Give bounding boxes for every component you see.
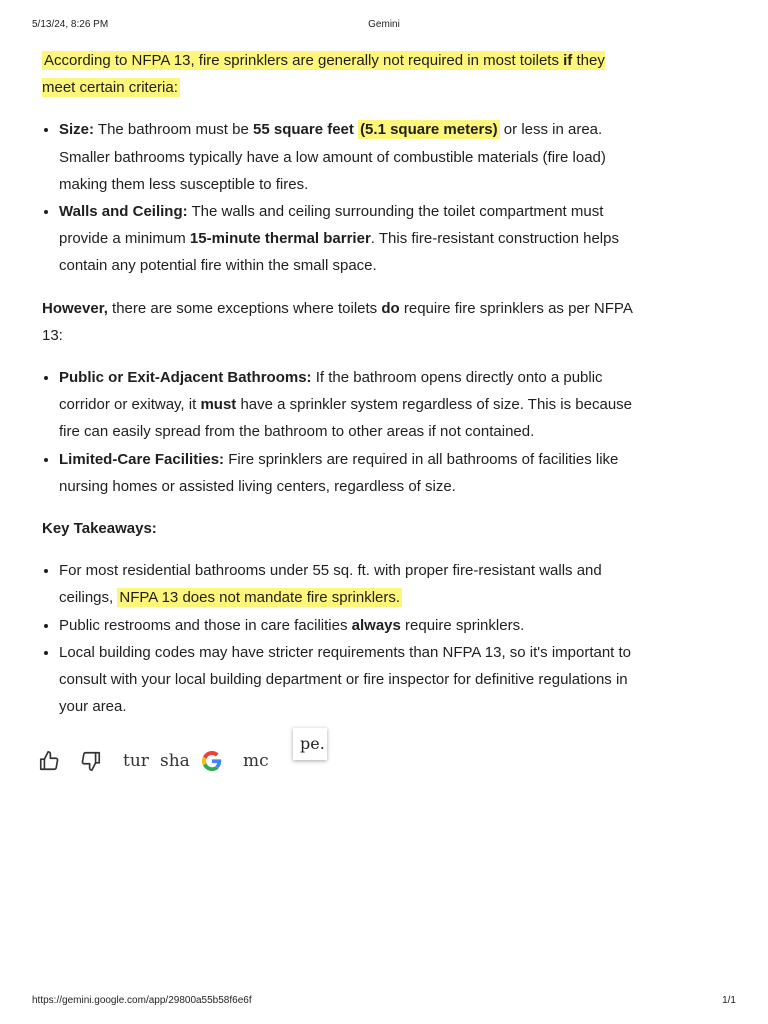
exceptions-paragraph: However, there are some exceptions where toilets do require fire sprinklers as per NFPA 13: [42,299,632,344]
highlight-takeaway: NFPA 13 does not mandate fire sprinklers. [119,589,401,607]
intro-highlight: According to NFPA 13, fire sprinklers are generally not required in most toilets if they meet certain criteria: [42,52,605,97]
thumbs-down-icon [80,750,102,772]
thumbs-down-button[interactable] [80,747,102,775]
print-url: https://gemini.google.com/app/29800a55b58f6e6f [32,995,252,1006]
takeaways-list [42,557,632,720]
takeaways-heading: Key Takeaways: [42,520,157,538]
share-button[interactable]: sha [160,751,190,771]
google-check-button[interactable] [202,747,222,775]
list-item: • For most residential bathrooms under 55 sq. ft. with proper fire-resistant walls and ceilings, NFPA 13 does not mandate fire sprinklers. [59,557,632,611]
print-header [32,19,736,31]
print-datetime: 5/13/24, 8:26 PM [32,19,109,30]
criteria-label: Walls and Ceiling: [59,203,188,221]
tune-button[interactable]: tur [123,751,149,771]
list-item: • Limited-Care Facilities: Fire sprinklers are required in all bathrooms of facilities like nursing homes or assisted living centers, regardless of size. [59,446,632,500]
list-item: • Public or Exit-Adjacent Bathrooms: If the bathroom opens directly onto a public corridor or exitway, it must have a sprinkler system regardless of size. This is because fire can easily spread from the bathroom to other areas if not contained. [59,364,632,446]
google-g-icon [202,751,222,771]
list-item: • Local building codes may have stricter requirements than NFPA 13, so it's important to consult with your local building department or fire inspector for definitive regulations in your area. [59,639,632,721]
list-item: • Size: The bathroom must be 55 square feet (5.1 square meters) or less in area. Smaller bathrooms typically have a low amount of combustible materials (fire load) making them less susceptible to fires. [59,116,632,198]
list-item: • Walls and Ceiling: The walls and ceiling surrounding the toilet compartment must provide a minimum 15-minute thermal barrier. This fire-resistant construction helps contain any potential fire within the small space. [59,198,632,280]
exception-label: Public or Exit-Adjacent Bathrooms: [59,369,312,387]
tooltip: pe. [293,728,327,760]
thumbs-up-icon [38,750,60,772]
response-content [42,47,632,735]
exception-label: Limited-Care Facilities: [59,450,225,468]
print-page-number: 1/1 [722,995,736,1006]
print-footer [32,995,736,1007]
thumbs-up-button[interactable] [38,747,60,775]
highlight-metric: (5.1 square meters) [360,121,498,139]
more-button[interactable]: mc [243,751,269,771]
list-item: • Public restrooms and those in care facilities always require sprinklers. [59,612,632,639]
print-title: Gemini [368,19,400,30]
intro-paragraph [42,47,632,101]
criteria-list [42,116,632,279]
criteria-label: Size: [59,121,95,139]
exceptions-list [42,364,632,500]
